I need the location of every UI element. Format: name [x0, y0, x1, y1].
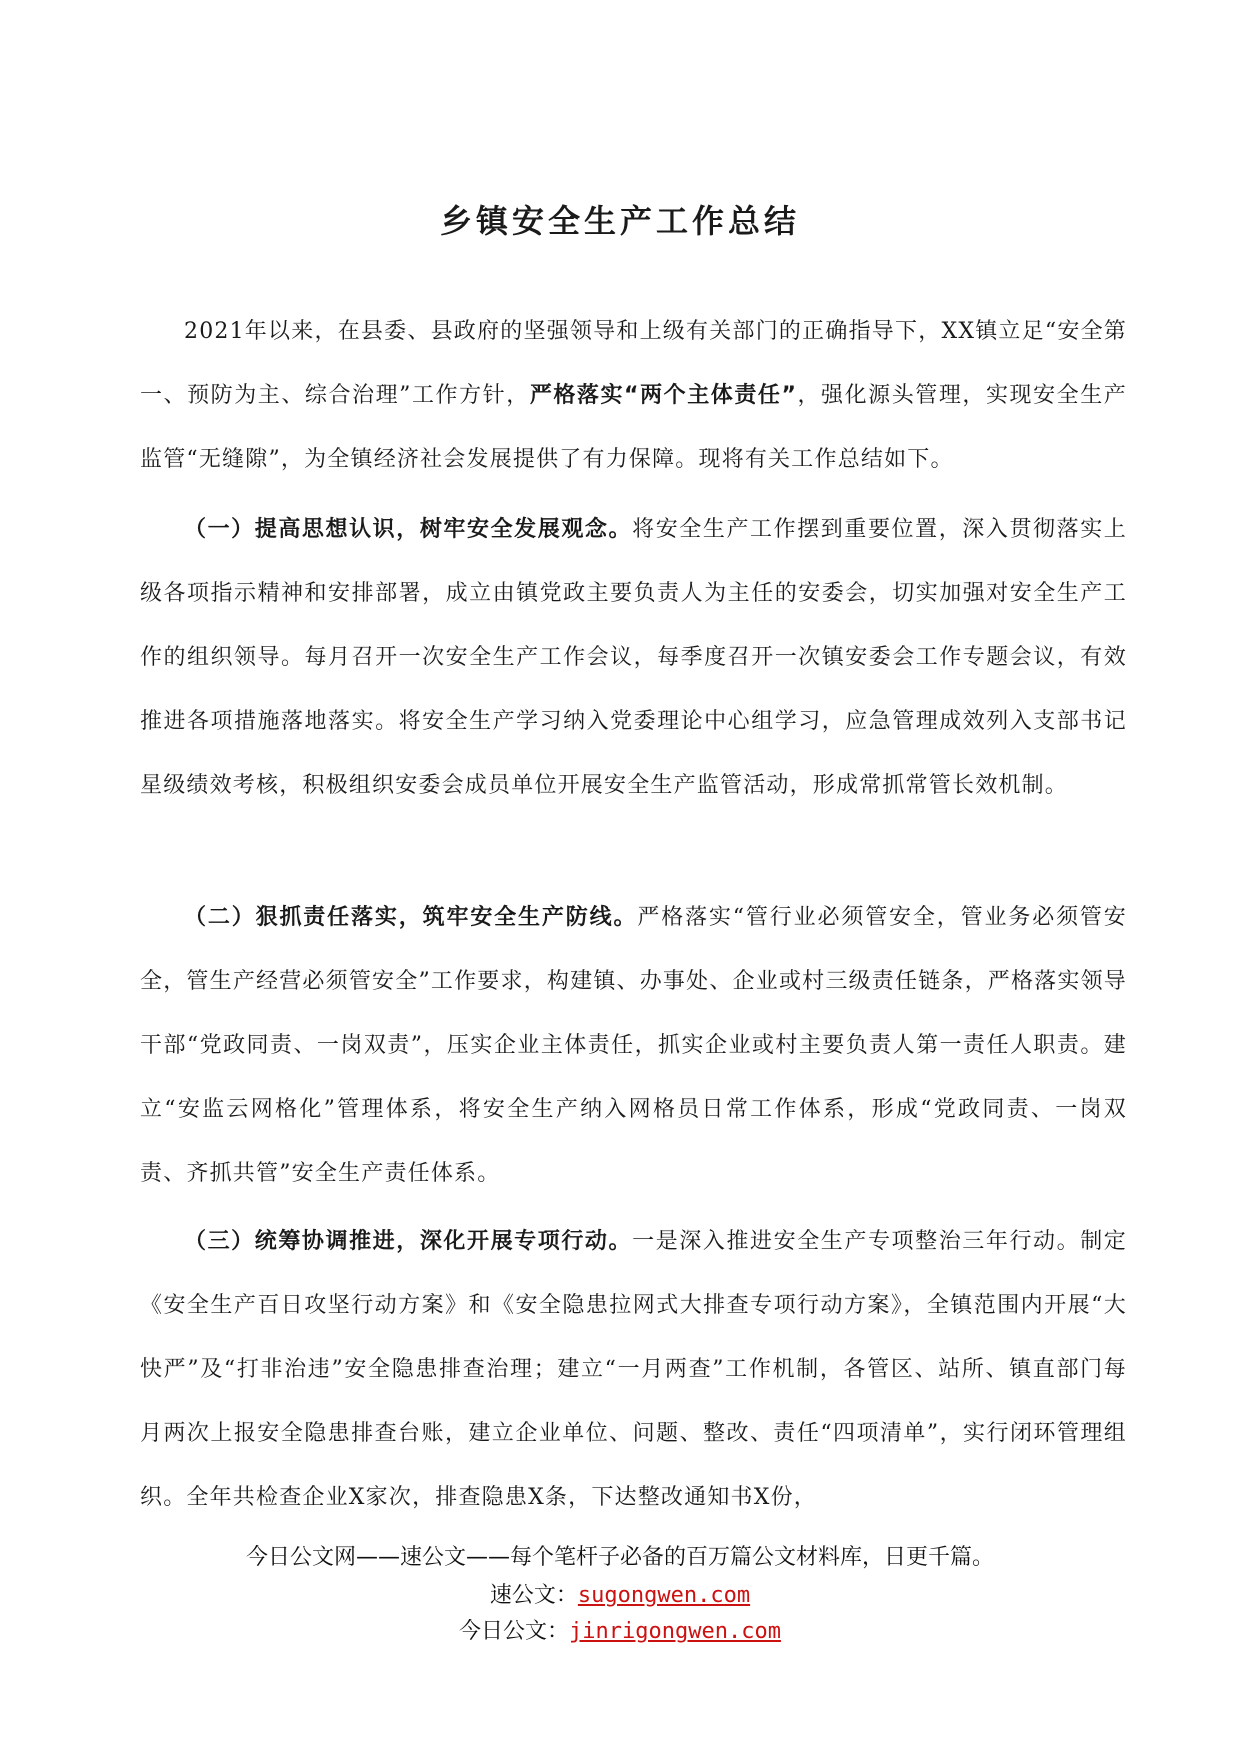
intro-text-after: ，强化源头管理，实现安全生产监管“无缝隙”，为全镇经济社会发展提供了有力保障。现将有关工作总结如下。	[140, 383, 1127, 472]
footer-sugongwen-link[interactable]: sugongwen.com	[577, 1583, 751, 1608]
section-3-text: 一是深入推进安全生产专项整治三年行动。制定《安全生产百日攻坚行动方案》和《安全隐患拉网式大排查专项行动方案》，全镇范围内开展“大快严”及“打非治违”安全隐患排查治理；建立“一月两查”工作机制，各管区、站所、镇直部门每月两次上报安全隐患排查台账，建立企业单位、问题、整改、责任“四项清单”，实行闭环管理组织。全年共检查企业X家次，排查隐患X条，下达整改通知书X份，	[140, 1229, 1127, 1510]
footer-line-sugongwen	[0, 1578, 1240, 1609]
section-2-text: 严格落实“管行业必须管安全，管业务必须管安全，管生产经营必须管安全”工作要求，构建镇、办事处、企业或村三级责任链条，严格落实领导干部“党政同责、一岗双责”，压实企业主体责任，抓实企业或村主要负责人第一责任人职责。建立“安监云网格化”管理体系，将安全生产纳入网格员日常工作体系，形成“党政同责、一岗双责、齐抓共管”安全生产责任体系。	[140, 905, 1127, 1186]
section-1-heading: （一）提高思想认识，树牢安全发展观念。	[184, 517, 633, 542]
footer-jinrigongwen-label: 今日公文：	[459, 1619, 570, 1644]
intro-text-before: 2021年以来，在县委、县政府的坚强领导和上级有关部门的正确指导下，XX镇立足“安全第一、预防为主、综合治理”工作方针，	[140, 319, 1127, 408]
footer-slogan: 今日公文网——速公文——每个笔杆子必备的百万篇公文材料库，日更千篇。	[245, 1545, 994, 1570]
footer-line-jinrigongwen	[0, 1614, 1240, 1645]
intro-emphasis: 严格落实“两个主体责任”	[529, 383, 798, 408]
section-1-text: 将安全生产工作摆到重要位置，深入贯彻落实上级各项指示精神和安排部署，成立由镇党政主要负责人为主任的安委会，切实加强对安全生产工作的组织领导。每月召开一次安全生产工作会议，每季度召开一次镇安委会工作专题会议，有效推进各项措施落地落实。将安全生产学习纳入党委理论中心组学习，应急管理成效列入支部书记星级绩效考核，积极组织安委会成员单位开展安全生产监管活动，形成常抓常管长效机制。	[140, 517, 1127, 798]
section-3-paragraph	[140, 1210, 1127, 1530]
footer-jinrigongwen-link[interactable]: jinrigongwen.com	[569, 1619, 781, 1644]
section-3-heading: （三）统筹协调推进，深化开展专项行动。	[184, 1229, 633, 1254]
document-title: 乡镇安全生产工作总结	[439, 202, 800, 240]
footer-sugongwen-label: 速公文：	[489, 1583, 578, 1608]
section-2-heading: （二）狠抓责任落实，筑牢安全生产防线。	[184, 905, 638, 930]
